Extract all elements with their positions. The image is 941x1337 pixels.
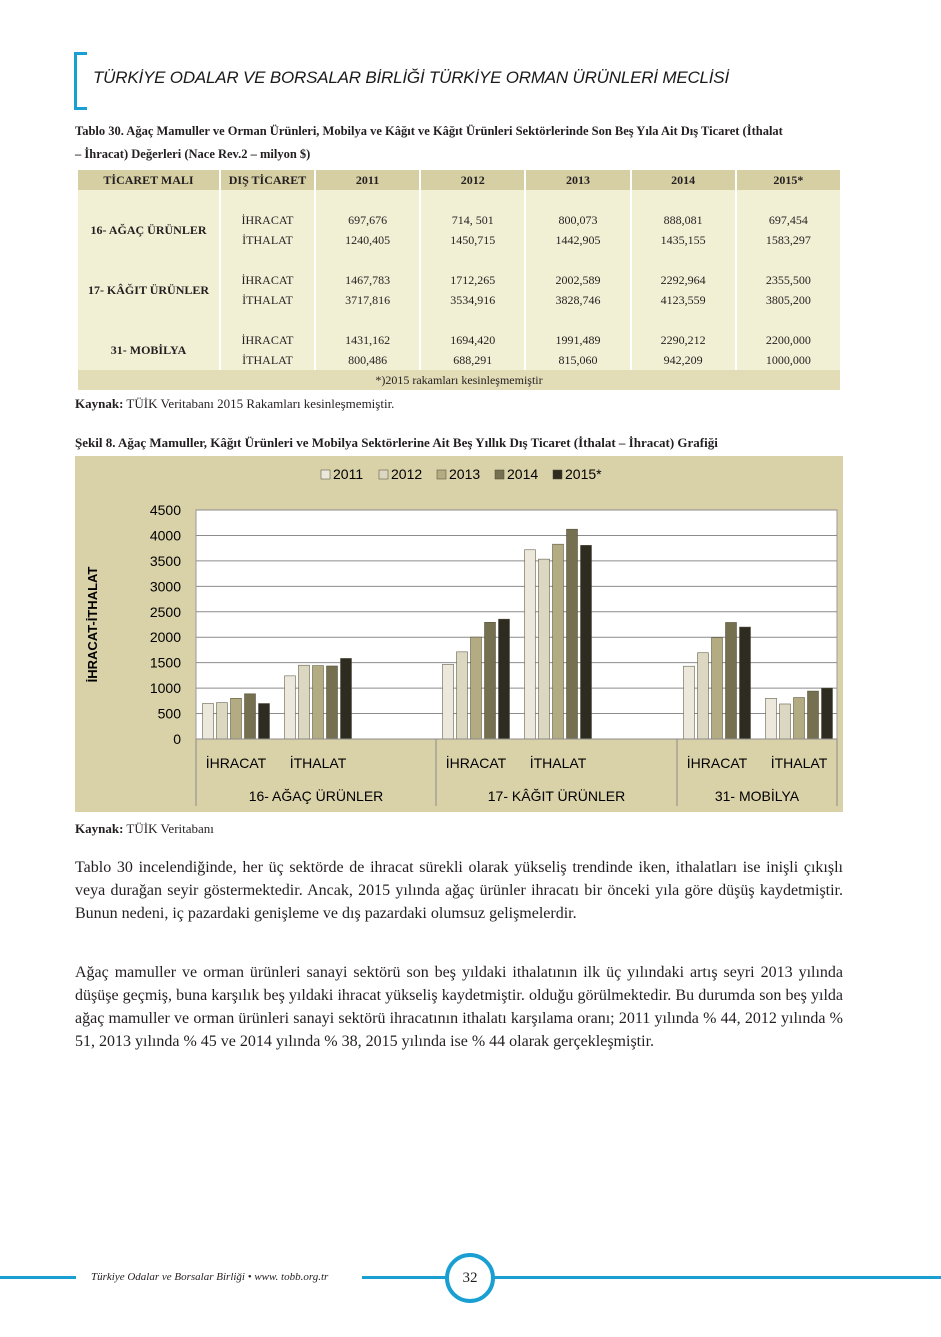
category-label: İTHALAT xyxy=(529,755,587,771)
bar-2015-0 xyxy=(259,704,270,739)
bar-2015-3 xyxy=(581,545,592,739)
y-tick-label: 1000 xyxy=(149,680,181,697)
figure-source xyxy=(75,821,214,837)
bar-2012-2 xyxy=(457,652,468,739)
bar-2012-1 xyxy=(299,665,310,739)
bar-2015-4 xyxy=(740,627,751,739)
bar-2013-0 xyxy=(231,698,242,739)
cell-value: 2200,000 xyxy=(737,330,840,350)
y-tick-label: 0 xyxy=(173,731,181,747)
cell-value: 697,676 xyxy=(316,210,419,230)
legend-swatch-2012 xyxy=(379,470,388,479)
legend-label: 2012 xyxy=(391,466,423,482)
cell-value: 697,454 xyxy=(737,210,840,230)
cell-value: 714, 501 xyxy=(421,210,524,230)
cell-value: 2290,212 xyxy=(632,330,735,350)
sector-name: 17- KÂĞIT ÜRÜNLER xyxy=(78,270,219,310)
bar-2013-1 xyxy=(313,666,324,739)
col-header-2011: 2011 xyxy=(316,170,419,190)
bar-2011-0 xyxy=(203,703,214,739)
bar-2015-2 xyxy=(499,619,510,739)
cell-value: 1467,783 xyxy=(316,270,419,290)
bar-2013-4 xyxy=(712,638,723,739)
y-tick-label: 4000 xyxy=(149,527,181,544)
sector-name: 16- AĞAÇ ÜRÜNLER xyxy=(78,210,219,250)
figure-caption: Şekil 8. Ağaç Mamuller, Kâğıt Ürünleri ve Mobilya Sektörlerine Ait Beş Yıllık Dış Ticaret (İthalat – İhracat) Grafiği xyxy=(75,435,718,450)
legend-label: 2013 xyxy=(449,466,481,482)
legend-label: 2015* xyxy=(565,466,602,482)
y-tick-label: 3000 xyxy=(149,578,181,595)
cell-value: 1712,265 xyxy=(421,270,524,290)
legend-label: 2011 xyxy=(333,466,364,482)
bar-2012-3 xyxy=(539,559,550,739)
cell-value: 3717,816 xyxy=(316,290,419,310)
cell-value: 800,486 xyxy=(316,350,419,370)
legend-label: 2014 xyxy=(507,466,539,482)
paragraph-2: Ağaç mamuller ve orman ürünleri sanayi sektörü son beş yıldaki ithalatının ilk üç yılındaki artış seyri 2013 yılında düşüşe geçmiş, buna karşılık beş yıldaki ihracat yükseliş kaydetmiştir. olduğu görülmektedir. Bu durumda son beş yılda ağaç mamuller ve orman ürünleri sanayi sektörü ihracatının ithalatı karşılama oranı; 2011 yılında % 44, 2012 yılında % 51, 2013 yılında % 45 ve 2014 yılında % 38, 2015 yılında ise % 44 olarak gerçekleşmiştir. xyxy=(75,964,843,1050)
category-label: İHRACAT xyxy=(686,755,748,771)
cell-value: 1000,000 xyxy=(737,350,840,370)
col-header-trade: DIŞ TİCARET xyxy=(221,170,314,190)
table-source-text: TÜİK Veritabanı 2015 Rakamları kesinleşmemiştir. xyxy=(126,396,395,411)
spacer-row xyxy=(78,250,840,270)
bar-2011-5 xyxy=(766,698,777,739)
category-label: İTHALAT xyxy=(289,755,347,771)
bar-2014-1 xyxy=(327,666,338,739)
trade-type: İHRACAT xyxy=(221,330,314,350)
cell-value: 800,073 xyxy=(526,210,629,230)
group-label: 16- AĞAÇ ÜRÜNLER xyxy=(248,788,384,804)
spacer-row xyxy=(78,310,840,330)
cell-value: 1435,155 xyxy=(632,230,735,250)
bar-2014-5 xyxy=(808,691,819,739)
group-label: 31- MOBİLYA xyxy=(714,788,800,804)
group-label: 17- KÂĞIT ÜRÜNLER xyxy=(487,788,626,804)
table-footnote-row xyxy=(78,370,840,390)
bar-2011-2 xyxy=(443,664,454,739)
cell-value: 1450,715 xyxy=(421,230,524,250)
paragraph-1: Tablo 30 incelendiğinde, her üç sektörde de ihracat sürekli olarak yükseliş trendinde iken, ithalatları ise inişli çıkışlı veya durağan seyir göstermektedir. Ancak, 2015 yılında ağaç ürünler ihracatı bir önceki yıla göre düşüş kaydetmiştir. Bunun nedeni, iç pazardaki genişleme ve dış pazardaki olumsuz gelişmelerdir. xyxy=(75,859,843,922)
footer-text: Türkiye Odalar ve Borsalar Birliği • www. tobb.org.tr xyxy=(91,1271,329,1283)
col-header-commodity: TİCARET MALI xyxy=(78,170,219,190)
col-header-2012: 2012 xyxy=(421,170,524,190)
y-tick-label: 3500 xyxy=(149,552,181,569)
bar-2011-3 xyxy=(525,550,536,739)
cell-value: 1442,905 xyxy=(526,230,629,250)
cell-value: 1694,420 xyxy=(421,330,524,350)
bar-2013-2 xyxy=(471,637,482,739)
page-header-title: TÜRKİYE ODALAR VE BORSALAR BİRLİĞİ TÜRKİYE ORMAN ÜRÜNLERİ MECLİSİ xyxy=(93,68,729,87)
table-footnote: *)2015 rakamları kesinleşmemiştir xyxy=(78,370,840,390)
table-row xyxy=(78,210,840,230)
bar-2014-3 xyxy=(567,529,578,739)
legend-swatch-2011 xyxy=(321,470,330,479)
cell-value: 1240,405 xyxy=(316,230,419,250)
bar-2013-3 xyxy=(553,544,564,739)
y-axis-label: İHRACAT-İTHALAT xyxy=(85,566,100,683)
col-header-2015: 2015* xyxy=(737,170,840,190)
page-number: 32 xyxy=(445,1253,495,1303)
trade-type: İTHALAT xyxy=(221,230,314,250)
bar-2014-2 xyxy=(485,622,496,739)
bar-2012-5 xyxy=(780,704,791,739)
figure-source-text: TÜİK Veritabanı xyxy=(126,821,214,836)
cell-value: 1431,162 xyxy=(316,330,419,350)
cell-value: 1991,489 xyxy=(526,330,629,350)
cell-value: 4123,559 xyxy=(632,290,735,310)
cell-value: 3534,916 xyxy=(421,290,524,310)
cell-value: 815,060 xyxy=(526,350,629,370)
col-header-2013: 2013 xyxy=(526,170,629,190)
bar-2011-4 xyxy=(684,666,695,739)
trade-type: İHRACAT xyxy=(221,270,314,290)
chart-panel xyxy=(75,456,843,812)
trade-type: İTHALAT xyxy=(221,350,314,370)
table-header-row xyxy=(78,170,840,190)
table-caption-line1: Tablo 30. Ağaç Mamuller ve Orman Ürünleri, Mobilya ve Kâğıt ve Kâğıt Ürünleri Sektörlerinde Son Beş Yıla Ait Dış Ticaret (İthalat xyxy=(75,124,783,138)
table-source xyxy=(75,396,394,412)
bar-2013-5 xyxy=(794,698,805,739)
bar-2012-0 xyxy=(217,703,228,739)
y-tick-label: 1500 xyxy=(149,654,181,671)
bar-2011-1 xyxy=(285,676,296,739)
legend-swatch-2015 xyxy=(553,470,562,479)
sector-name: 31- MOBİLYA xyxy=(78,330,219,370)
trade-type: İTHALAT xyxy=(221,290,314,310)
trade-table xyxy=(76,170,842,390)
table-row xyxy=(78,330,840,350)
header-bracket xyxy=(74,52,87,110)
cell-value: 688,291 xyxy=(421,350,524,370)
cell-value: 1583,297 xyxy=(737,230,840,250)
bar-2014-0 xyxy=(245,694,256,739)
bar-2015-5 xyxy=(822,688,833,739)
table-source-label: Kaynak: xyxy=(75,396,124,411)
col-header-2014: 2014 xyxy=(632,170,735,190)
bar-2015-1 xyxy=(341,658,352,739)
figure-source-label: Kaynak: xyxy=(75,821,124,836)
cell-value: 3805,200 xyxy=(737,290,840,310)
category-label: İTHALAT xyxy=(770,755,828,771)
legend-swatch-2013 xyxy=(437,470,446,479)
category-label: İHRACAT xyxy=(205,755,267,771)
bar-2012-4 xyxy=(698,653,709,739)
cell-value: 3828,746 xyxy=(526,290,629,310)
table-caption-line2: – İhracat) Değerleri (Nace Rev.2 – milyon $) xyxy=(75,147,311,161)
y-tick-label: 2500 xyxy=(149,603,181,620)
bar-chart xyxy=(75,456,843,812)
cell-value: 2292,964 xyxy=(632,270,735,290)
cell-value: 2002,589 xyxy=(526,270,629,290)
footer-line-left xyxy=(0,1276,76,1279)
trade-type: İHRACAT xyxy=(221,210,314,230)
spacer-row xyxy=(78,190,840,210)
category-label: İHRACAT xyxy=(445,755,507,771)
y-tick-label: 2000 xyxy=(149,629,181,646)
table-row xyxy=(78,270,840,290)
legend-swatch-2014 xyxy=(495,470,504,479)
y-tick-label: 4500 xyxy=(149,502,181,518)
cell-value: 888,081 xyxy=(632,210,735,230)
cell-value: 2355,500 xyxy=(737,270,840,290)
y-tick-label: 500 xyxy=(157,705,181,722)
cell-value: 942,209 xyxy=(632,350,735,370)
bar-2014-4 xyxy=(726,622,737,739)
